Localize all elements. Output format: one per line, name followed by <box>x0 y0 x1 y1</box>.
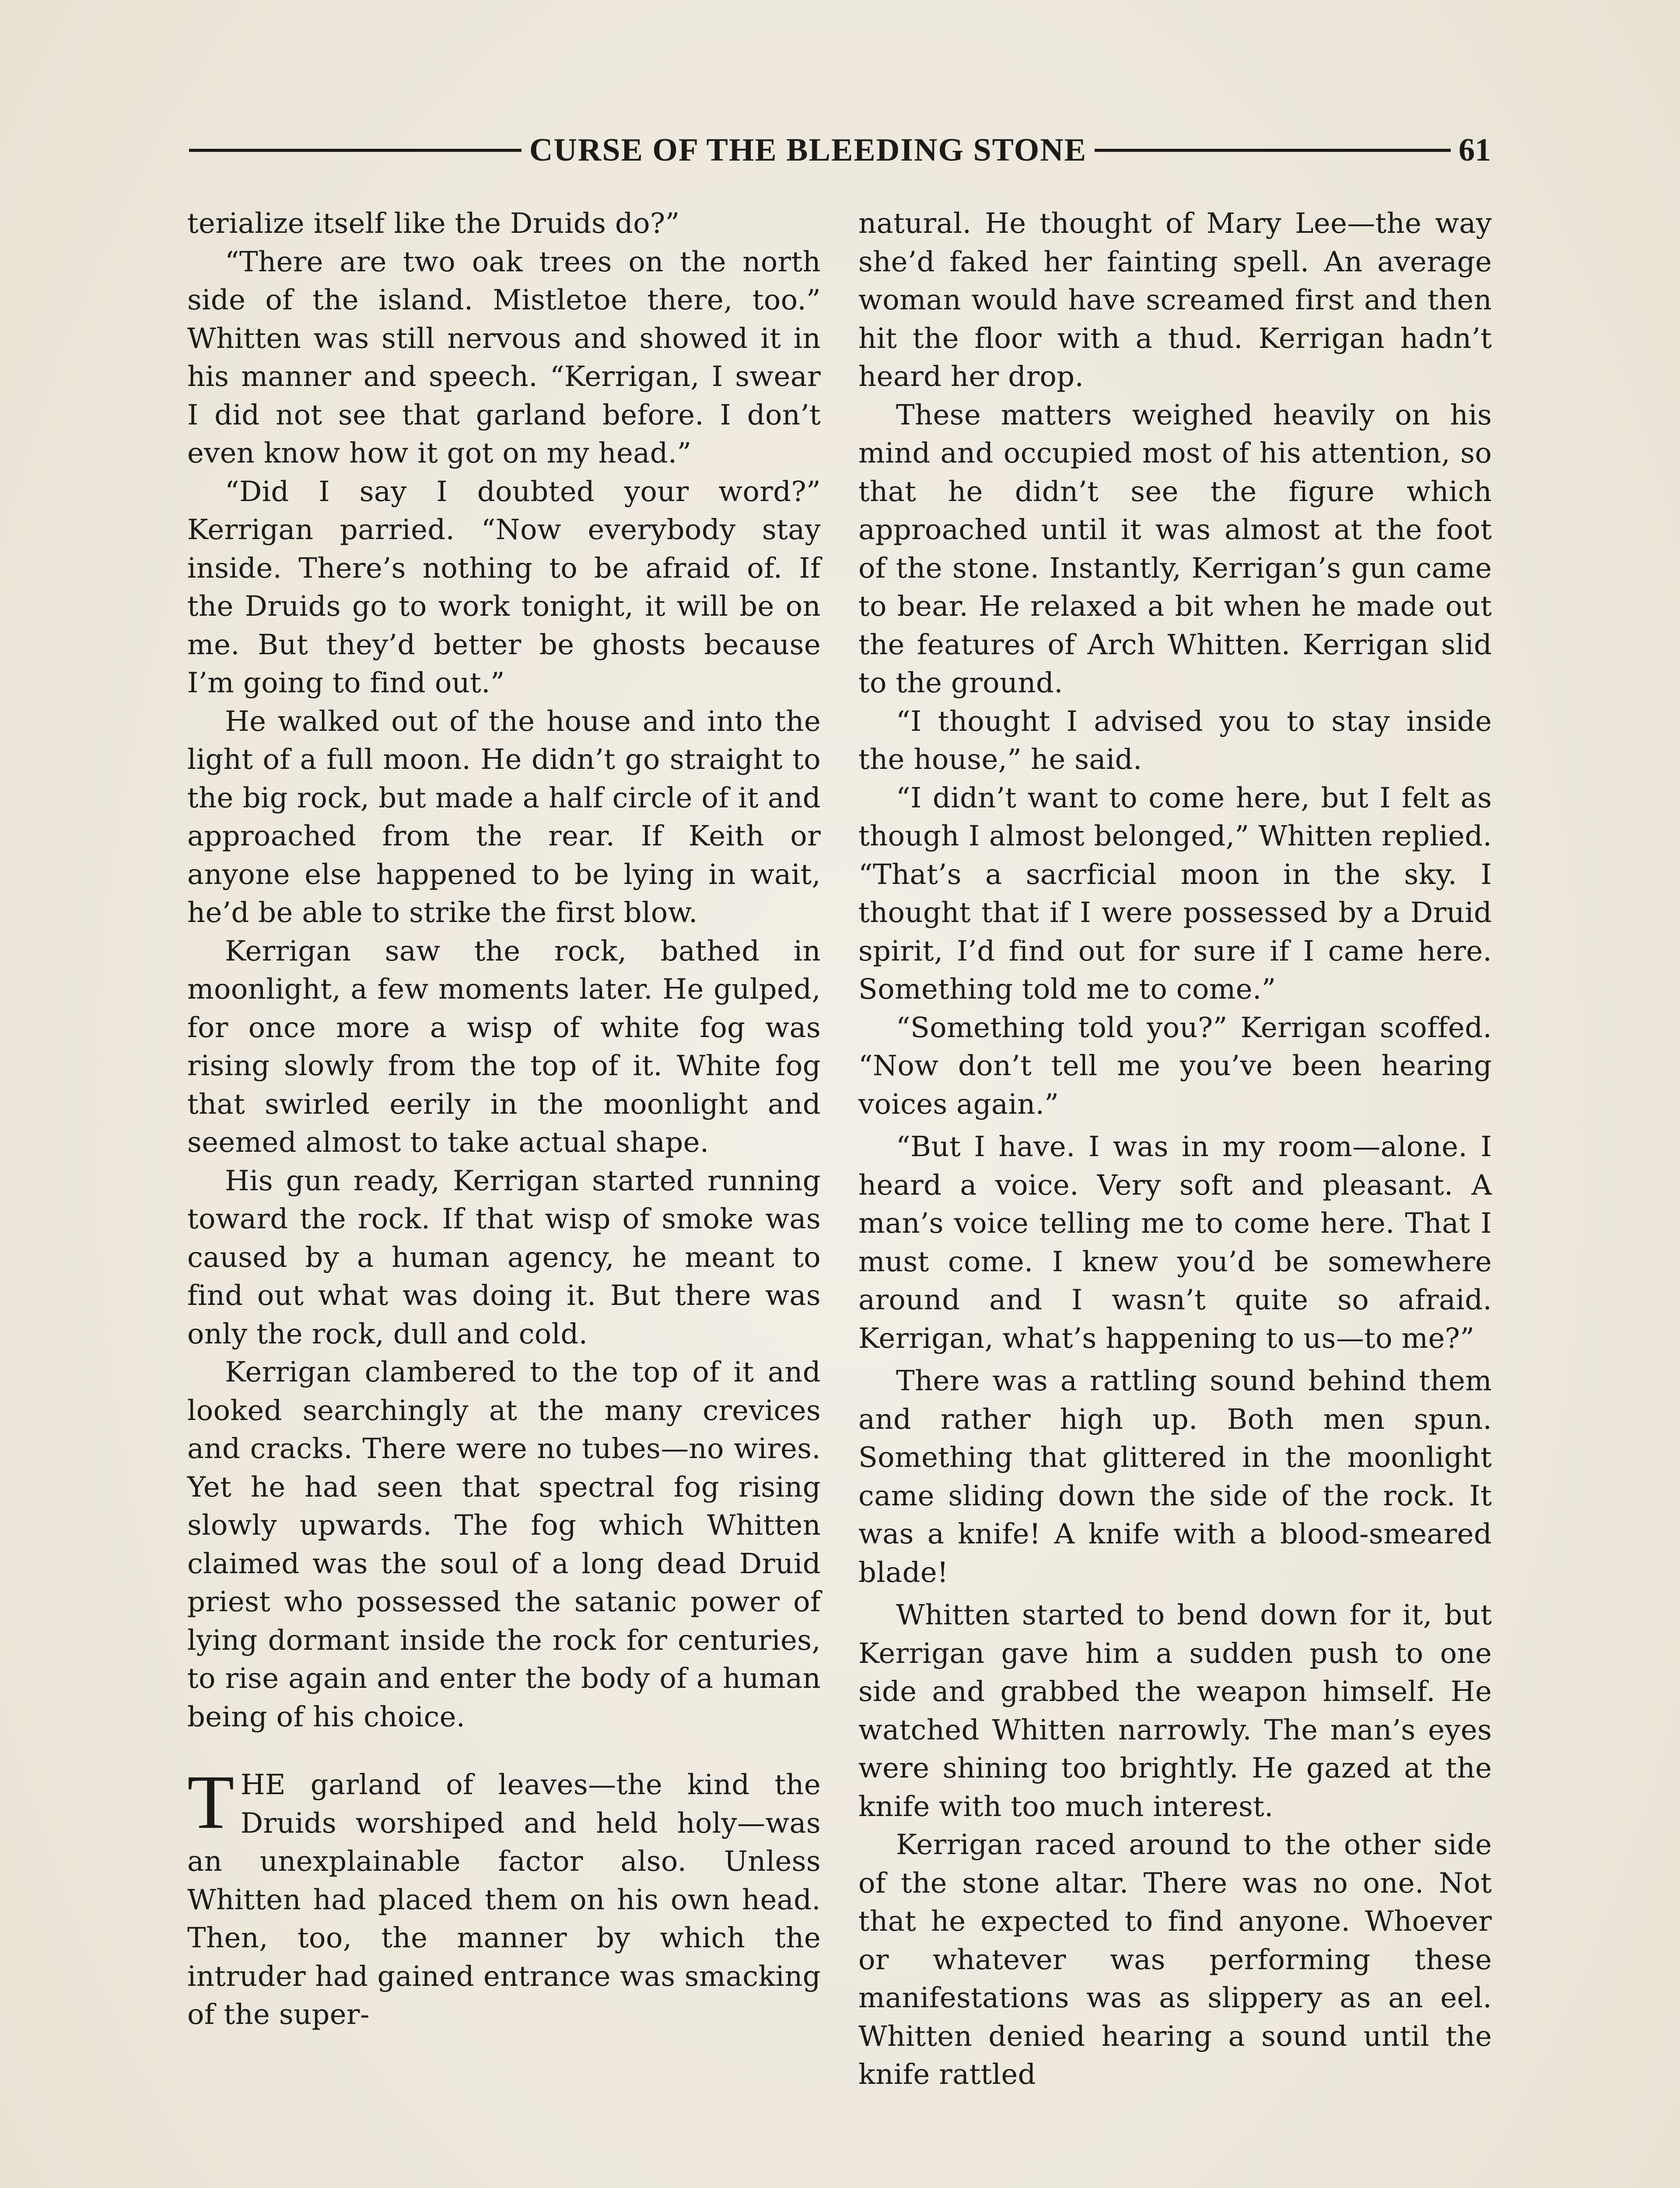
paragraph: natural. He thought of Mary Lee—the way she’d faked her fainting spell. An average woman would have screamed first and then hit the floor with a thud. Kerrigan hadn’t heard her drop. <box>858 207 1492 393</box>
left-column <box>187 205 821 2034</box>
paragraph: “I thought I advised you to stay inside the house,” he said. <box>858 705 1492 776</box>
paragraph: Whitten started to bend down for it, but Kerrigan gave him a sudden push to one side and grabbed the weapon himself. He watched Whitten narrowly. The man’s eyes were shining too brightly. He gazed at the knife with too much interest. <box>858 1599 1492 1823</box>
paragraph: These matters weighed heavily on his mind and occupied most of his attention, so that he didn’t see the figure which approached until it was almost at the foot of the stone. Instantly, Kerrigan’s gun came to bear. He relaxed a bit when he made out the features of Arch Whitten. Kerrigan slid to the ground. <box>858 399 1492 699</box>
paragraph: “Did I say I doubted your word?” Kerrigan parried. “Now everybody stay inside. There’s nothing to be afraid of. If the Druids go to work tonight, it will be on me. But they’d better be ghosts because I’m going to find out.” <box>187 475 821 699</box>
paragraph: Kerrigan saw the rock, bathed in moonlight, a few moments later. He gulped, for once more a wisp of white fog was rising slowly from the top of it. White fog that swirled eerily in the moonlight and seemed almost to take actual shape. <box>187 935 821 1159</box>
paragraph: “I didn’t want to come here, but I felt as though I almost belonged,” Whitten replied. “That’s a sacrficial moon in the sky. I thought that if I were possessed by a Druid spirit, I’d find out for sure if I came here. Something told me to come.” <box>858 782 1492 1006</box>
paragraph: There was a rattling sound behind them and rather high up. Both men spun. Something that glittered in the moonlight came sliding down the side of the rock. It was a knife! A knife with a blood-smeared blade! <box>858 1365 1492 1589</box>
paragraph: “But I have. I was in my room—alone. I heard a voice. Very soft and pleasant. A man’s voice telling me to come here. That I must come. I knew you’d be somewhere around and I wasn’t quite so afraid. Kerrigan, what’s happening to us—to me?” <box>858 1131 1492 1355</box>
paragraph: Kerrigan clambered to the top of it and looked searchingly at the many crevices and cracks. There were no tubes—no wires. Yet he had seen that spectral fog rising slowly upwards. The fog which Whitten claimed was the soul of a long dead Druid priest who possessed the satanic power of lying dormant inside the rock for centuries, to rise again and enter the body of a human being of his choice. <box>187 1356 821 1733</box>
drop-cap: T <box>187 1760 234 1845</box>
header-rule-left <box>189 149 522 152</box>
running-header <box>189 126 1491 174</box>
story-title: CURSE OF THE BLEEDING STONE <box>529 132 1087 168</box>
paragraph: terialize itself like the Druids do?” <box>187 207 680 240</box>
section-paragraph-text: HE garland of leaves—the kind the Druids worshiped and held holy—was an unexplainable factor also. Unless Whitten had placed them on his own head. Then, too, the manner by which the intruder had gained entrance was smacking of the super- <box>187 1769 821 2031</box>
paragraph: “Something told you?” Kerrigan scoffed. “Now don’t tell me you’ve been hearing voices again.” <box>858 1011 1492 1121</box>
paragraph: Kerrigan raced around to the other side of the stone altar. There was no one. Not that he expected to find anyone. Whoever or whatever was performing these manifestations was as slippery as an eel. Whitten denied hearing a sound until the knife rattled <box>858 1829 1492 2091</box>
paragraph: “There are two oak trees on the north side of the island. Mistletoe there, too.” Whitten was still nervous and showed it in his manner and speech. “Kerrigan, I swear I did not see that garland before. I don’t even know how it got on my head.” <box>187 245 821 470</box>
right-column <box>858 205 1492 2094</box>
page-number: 61 <box>1459 132 1491 168</box>
paragraph: His gun ready, Kerrigan started running toward the rock. If that wisp of smoke was caused by a human agency, he meant to find out what was doing it. But there was only the rock, dull and cold. <box>187 1164 821 1350</box>
section-paragraph <box>187 1760 821 2034</box>
paragraph: He walked out of the house and into the light of a full moon. He didn’t go straight to the big rock, but made a half circle of it and approached from the rear. If Keith or anyone else happened to be lying in wait, he’d be able to strike the first blow. <box>187 705 821 929</box>
header-rule-right <box>1095 149 1451 152</box>
